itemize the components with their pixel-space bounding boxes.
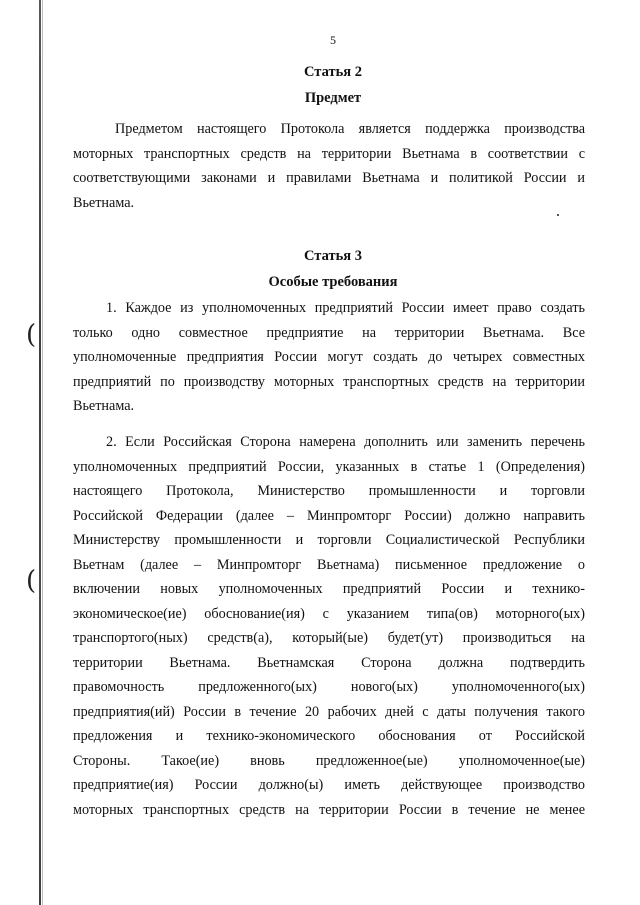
paragraph-line: Министерству промышленности и торговли Социалистической Республики — [73, 532, 585, 548]
paragraph-line: 2. Если Российская Сторона намерена дополнить или заменить перечень — [106, 434, 585, 450]
paragraph-line: предложения и технико-экономического обоснования от Российской — [73, 728, 585, 744]
article-3-title: Статья 3 — [304, 248, 362, 264]
paragraph-line: Вьетнама. — [73, 398, 135, 414]
article-3-subtitle: Особые требования — [268, 274, 398, 290]
paragraph-line: правомочность предложенного(ых) нового(ых) уполномоченного(ых) — [73, 679, 585, 695]
page-number: 5 — [330, 33, 336, 47]
paragraph-line: Вьетнама. — [73, 194, 135, 211]
paragraph-line: Вьетнам (далее – Минпромторг Вьетнама) письменное предложение о — [73, 556, 585, 573]
paragraph-line: соответствующими законами и правилами Вьетнама и политикой России и — [73, 170, 585, 186]
binding-edge — [39, 0, 41, 905]
paragraph-line: Предметом настоящего Протокола является поддержка производства — [115, 121, 585, 137]
article-2-paragraph — [73, 117, 585, 215]
paragraph-line: моторных транспортных средств на территории Вьетнама в соответствии с — [73, 145, 585, 162]
paragraph-line: моторных транспортных средств на территории России в течение не менее — [73, 801, 585, 818]
binding-edge-shadow — [42, 0, 43, 905]
paragraph-line: включении новых уполномоченных предприятий России и технико- — [73, 581, 585, 597]
paragraph-line: настоящего Протокола, Министерство промышленности и торговли — [73, 483, 585, 499]
article-2-title: Статья 2 — [304, 64, 362, 80]
paragraph-line: 1. Каждое из уполномоченных предприятий России имеет право создать — [106, 300, 585, 316]
article-2-subtitle: Предмет — [304, 90, 362, 106]
paragraph-line: территории Вьетнама. Вьетнамская Сторона должна подтвердить — [73, 654, 585, 671]
paragraph-line: уполномоченных предприятий России, указанных в статье 1 (Определения) — [73, 458, 585, 475]
punch-hole-mark: ( — [26, 566, 37, 596]
paragraph-line: экономическое(ие) обоснование(ия) с указанием типа(ов) моторного(ых) — [73, 605, 585, 622]
paragraph-line: предприятий по производству моторных транспортных средств на территории — [73, 373, 585, 390]
paragraph-line: Российской Федерации (далее – Минпромторг России) должно направить — [73, 507, 585, 524]
paragraph-line: уполномоченные предприятия России могут создать до четырех совместных — [73, 349, 585, 365]
paragraph-line: Стороны. Такое(ие) вновь предложенное(ые) уполномоченное(ые) — [73, 752, 585, 769]
punch-hole-mark: ( — [26, 320, 37, 350]
paragraph-line: только одно совместное предприятие на территории Вьетнама. Все — [73, 324, 585, 341]
article-3-paragraph-1 — [73, 296, 585, 419]
article-3-paragraph-2 — [73, 430, 585, 822]
paragraph-line: транспортого(ных) средств(а), который(ые) будет(ут) производиться на — [73, 630, 585, 646]
paragraph-line: предприятие(ия) России должно(ы) иметь действующее производство — [73, 777, 585, 793]
paragraph-line: предприятия(ий) России в течение 20 рабочих дней с даты получения такого — [73, 703, 585, 720]
